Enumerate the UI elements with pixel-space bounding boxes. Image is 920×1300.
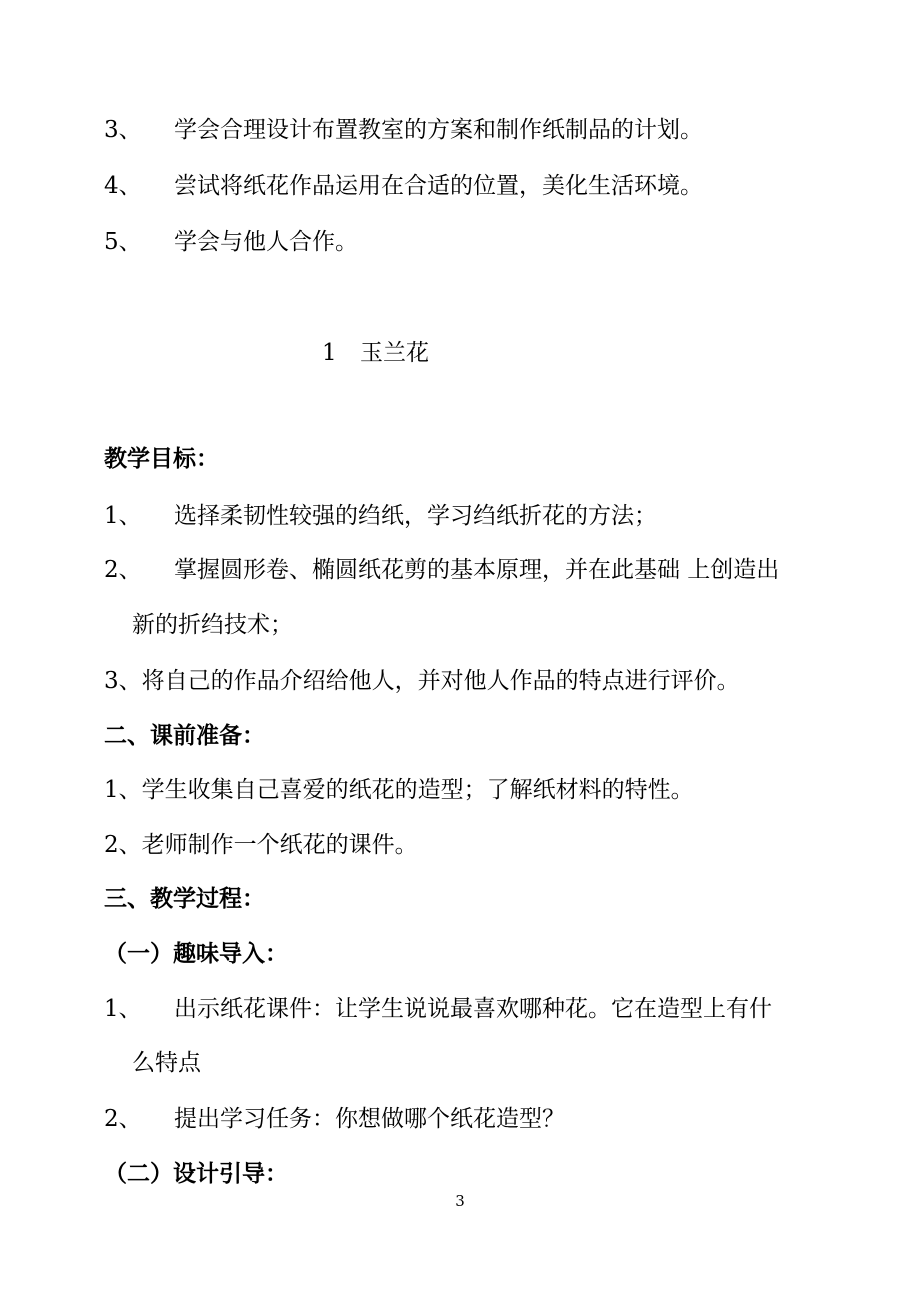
process-subheading-design: （二）设计引导： — [104, 1160, 288, 1187]
intro-item-3-text: 学会合理设计布置教室的方案和制作纸制品的计划。 — [174, 117, 703, 143]
process-item-1-number: 1、 — [104, 996, 142, 1022]
process-item-2-number: 2、 — [104, 1106, 142, 1132]
goal-item-1-text: 选择柔韧性较强的绉纸，学习绉纸折花的方法； — [174, 503, 657, 529]
intro-item-3-number: 3、 — [104, 117, 142, 143]
teaching-goals-heading: 教学目标： — [104, 445, 219, 472]
lesson-title-text: 玉兰花 — [360, 340, 429, 366]
lesson-title-number: 1 — [322, 340, 337, 366]
goal-item-2-text: 掌握圆形卷、椭圆纸花剪的基本原理，并在此基础 上创造出 — [174, 557, 780, 583]
intro-item-4-number: 4、 — [104, 173, 142, 199]
goal-item-1-number: 1、 — [104, 503, 142, 529]
goal-item-3: 3、将自己的作品介绍给他人，并对他人作品的特点进行评价。 — [104, 668, 740, 694]
process-subheading-intro: （一）趣味导入： — [104, 940, 288, 967]
page-number: 3 — [455, 1192, 465, 1210]
intro-item-5-text: 学会与他人合作。 — [174, 229, 358, 255]
process-item-1-text: 出示纸花课件：让学生说说最喜欢哪种花。它在造型上有什 — [174, 996, 772, 1022]
process-item-2-text: 提出学习任务：你想做哪个纸花造型？ — [174, 1106, 565, 1132]
goal-item-2-number: 2、 — [104, 557, 142, 583]
process-heading: 三、教学过程： — [104, 885, 265, 912]
preparation-item-1: 1、学生收集自己喜爱的纸花的造型；了解纸材料的特性。 — [104, 777, 694, 803]
intro-item-4-text: 尝试将纸花作品运用在合适的位置，美化生活环境。 — [174, 173, 703, 199]
preparation-heading: 二、课前准备： — [104, 722, 265, 749]
intro-item-5-number: 5、 — [104, 229, 142, 255]
preparation-item-2: 2、老师制作一个纸花的课件。 — [104, 832, 418, 858]
process-item-1-continuation: 么特点 — [132, 1050, 201, 1076]
goal-item-2-continuation: 新的折绉技术； — [132, 612, 293, 638]
